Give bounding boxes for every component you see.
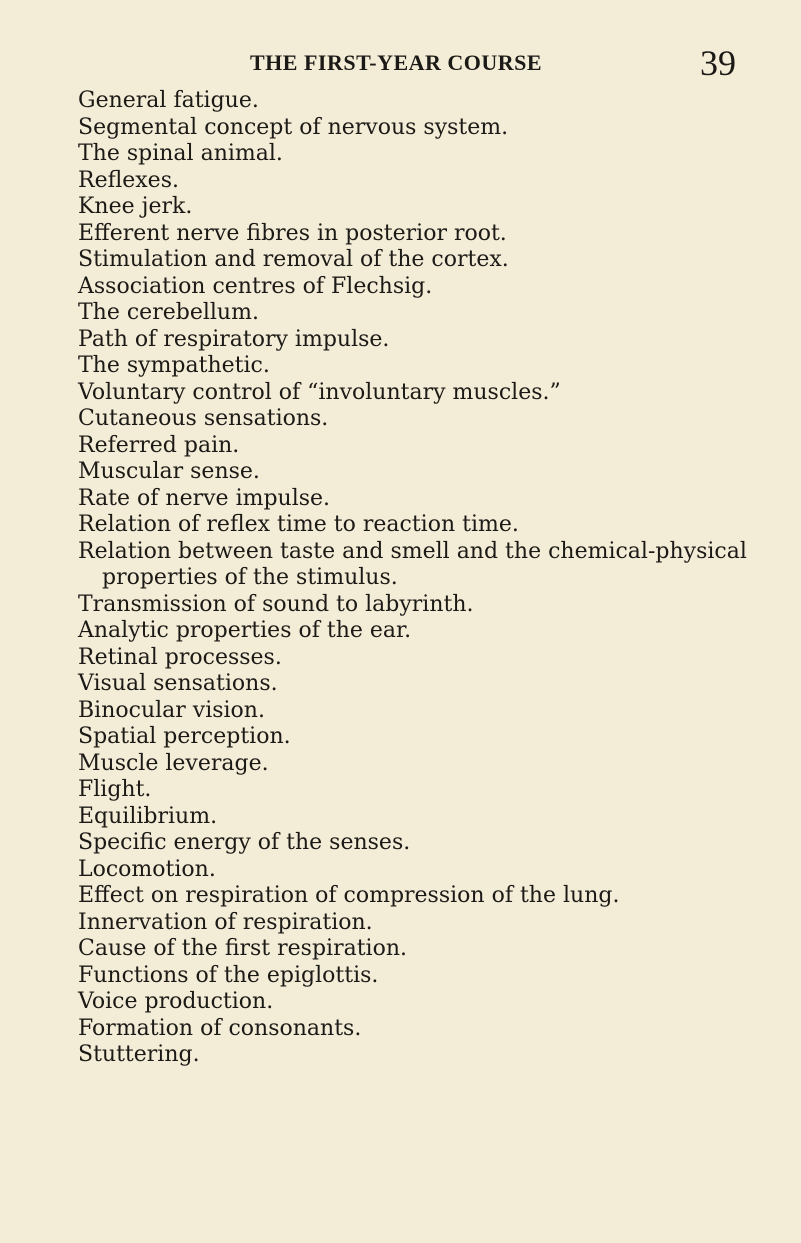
topic-item: Binocular vision. <box>78 697 265 723</box>
page-number: 39 <box>700 43 736 83</box>
topic-item: Innervation of respiration. <box>78 909 373 935</box>
topic-item: Visual sensations. <box>78 671 278 696</box>
topic-item: Functions of the epiglottis. <box>78 962 379 988</box>
page-header <box>0 36 801 83</box>
topic-item: Efferent nerve fibres in posterior root. <box>78 220 507 246</box>
topic-item: Locomotion. <box>78 856 216 882</box>
topic-item: Referred pain. <box>78 432 240 458</box>
topic-item: Analytic properties of the ear. <box>78 618 412 643</box>
topic-item: Muscular sense. <box>78 459 260 484</box>
topic-item: Formation of consonants. <box>78 1015 362 1041</box>
topic-item: Flight. <box>78 777 152 802</box>
topic-item: Path of respiratory impulse. <box>78 326 390 352</box>
topic-item: Reflexes. <box>78 167 179 193</box>
running-head: THE FIRST-YEAR COURSE <box>250 50 543 75</box>
topic-item: Voluntary control of “involuntary muscles.” <box>78 379 561 405</box>
topic-item: Retinal processes. <box>78 644 282 670</box>
topic-item: Effect on respiration of compression of the lung. <box>78 883 620 908</box>
topic-item: The spinal animal. <box>78 141 283 166</box>
topic-item: Knee jerk. <box>78 194 193 219</box>
topic-item: Specific energy of the senses. <box>78 830 411 855</box>
topic-item: Relation of reflex time to reaction time. <box>78 512 519 537</box>
topic-item: The sympathetic. <box>78 353 270 378</box>
topic-item: Rate of nerve impulse. <box>78 485 331 511</box>
topic-list <box>78 88 788 1069</box>
topic-item: Muscle leverage. <box>78 750 269 776</box>
topic-item: Voice production. <box>78 989 274 1014</box>
topic-item: General fatigue. <box>78 88 259 113</box>
topic-item: Stuttering. <box>78 1042 200 1067</box>
topic-item: Association centres of Flechsig. <box>78 273 433 299</box>
topic-item: Spatial perception. <box>78 724 291 749</box>
topic-item: Stimulation and removal of the cortex. <box>78 247 509 272</box>
topic-item: Equilibrium. <box>78 803 218 829</box>
topic-item: Cutaneous sensations. <box>78 406 329 431</box>
topic-item: The cerebellum. <box>78 300 259 325</box>
topic-item: Cause of the first respiration. <box>78 936 408 961</box>
topic-item: Relation between taste and smell and the chemical-physical properties of the stimulus. <box>78 538 747 590</box>
topic-item: Transmission of sound to labyrinth. <box>78 591 474 617</box>
topic-item: Segmental concept of nervous system. <box>78 114 509 140</box>
